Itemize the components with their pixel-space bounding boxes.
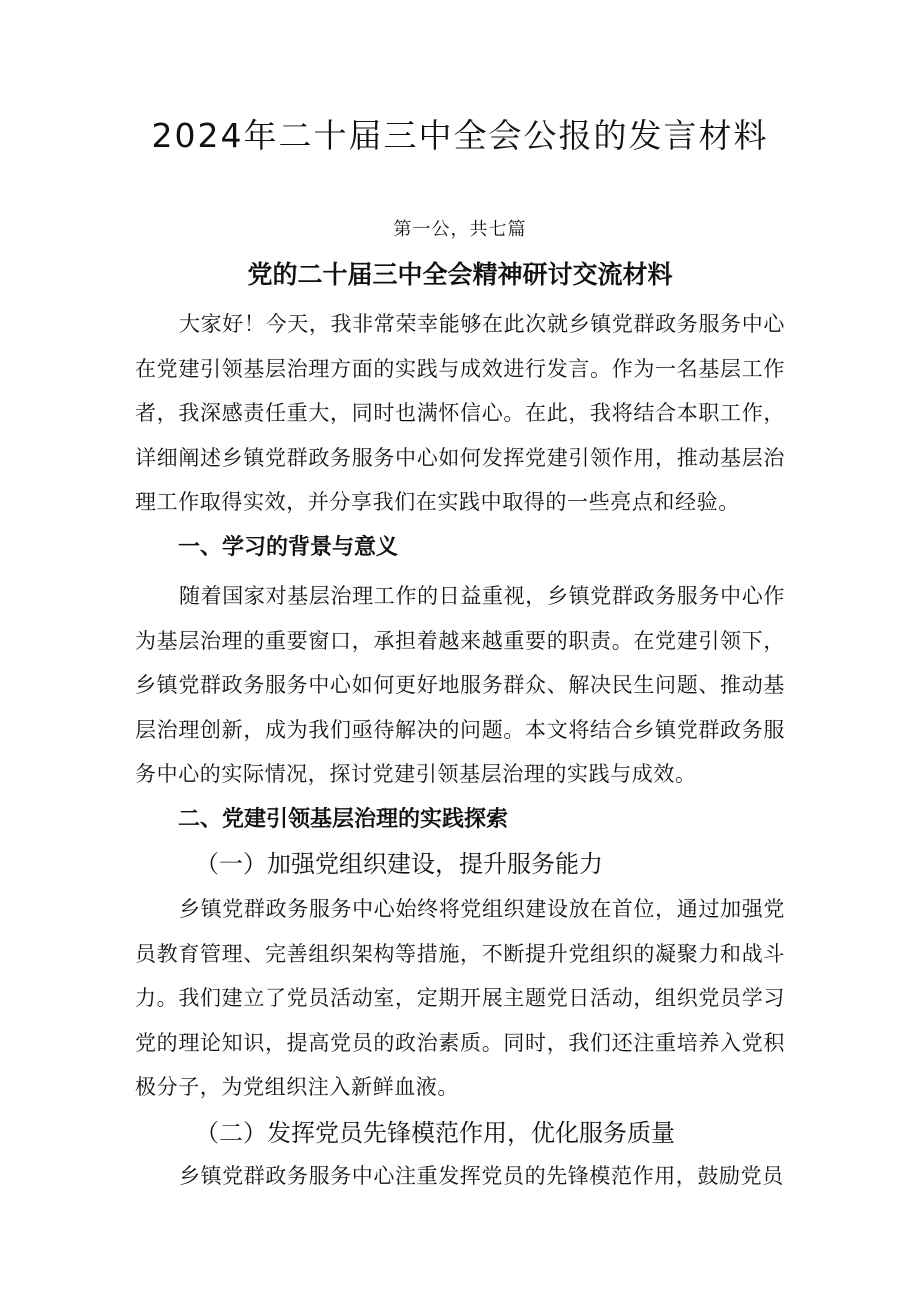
subsection-heading-organization: （一）加强党组织建设，提升服务能力	[195, 850, 603, 878]
document-title: 2024年二十届三中全会公报的发言材料	[151, 116, 769, 155]
subsection-organization-paragraph: 乡镇党群政务服务中心始终将党组织建设放在首位，通过加强党员教育管理、完善组织架构等措施，不断提升党组织的凝聚力和战斗力。我们建立了党员活动室，定期开展主题党日活动，组织党员学习党的理论知识，提高党员的政治素质。同时，我们还注重培养入党积极分子，为党组织注入新鲜血液。	[135, 897, 785, 1100]
section-heading-practice: 二、党建引领基层治理的实践探索	[178, 807, 509, 832]
part-label: 第一公，共七篇	[393, 219, 527, 240]
subsection-heading-vanguard: （二）发挥党员先锋模范作用，优化服务质量	[195, 1119, 675, 1147]
section-background-paragraph: 随着国家对基层治理工作的日益重视，乡镇党群政务服务中心作为基层治理的重要窗口，承担着越来越重要的职责。在党建引领下，乡镇党群政务服务中心如何更好地服务群众、解决民生问题、推动基层治理创新，成为我们亟待解决的问题。本文将结合乡镇党群政务服务中心的实际情况，探讨党建引领基层治理的实践与成效。	[135, 584, 785, 787]
intro-paragraph: 大家好！今天，我非常荣幸能够在此次就乡镇党群政务服务中心在党建引领基层治理方面的实践与成效进行发言。作为一名基层工作者，我深感责任重大，同时也满怀信心。在此，我将结合本职工作，详细阐述乡镇党群政务服务中心如何发挥党建引领作用，推动基层治理工作取得实效，并分享我们在实践中取得的一些亮点和经验。	[135, 312, 785, 515]
article-title: 党的二十届三中全会精神研讨交流材料	[247, 260, 673, 289]
section-heading-background: 一、学习的背景与意义	[178, 535, 399, 560]
subsection-vanguard-paragraph: 乡镇党群政务服务中心注重发挥党员的先锋模范作用，鼓励党员	[179, 1164, 784, 1188]
